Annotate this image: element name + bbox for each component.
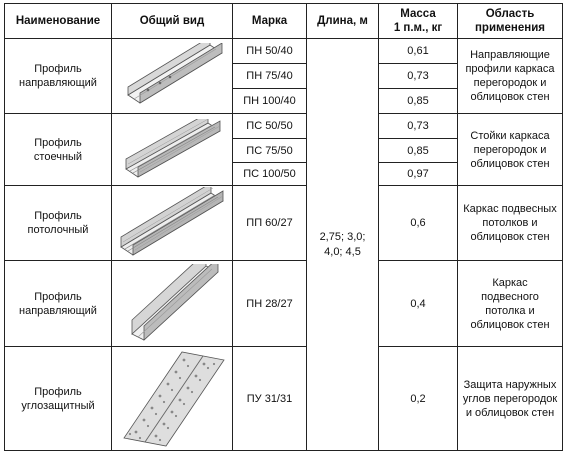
profile-name-cell [5,186,112,261]
mass-cell: 0,61 [379,39,458,64]
application-cell: Каркас подвесных потолков и облицовок стен [458,186,563,261]
pn-guide-profile-image [112,39,233,114]
table-row [5,186,563,261]
profile-name-line2: углозащитный [21,399,95,412]
mark-cell: ПС 50/50 [233,114,307,139]
pu-corner-profile-image [112,347,233,451]
profile-name-line1: Профиль [34,290,82,303]
profile-name-line1: Профиль [34,210,82,222]
mass-cell: 0,85 [379,139,458,163]
mark-cell: ПН 100/40 [233,89,307,114]
col-header-mass [379,4,458,39]
profile-name-line2: направляющий [19,304,97,317]
mass-cell: 0,73 [379,114,458,139]
table-row [5,114,563,139]
profile-name-cell [5,261,112,347]
col-header-mark: Марка [233,4,307,39]
profile-name-line2: стоечный [33,150,83,163]
col-header-name: Наименование [5,4,112,39]
mark-cell: ПС 75/50 [233,139,307,163]
length-cell [307,39,379,451]
profile-name-line2: направляющий [19,77,97,89]
mark-cell: ПП 60/27 [233,186,307,261]
profile-name-cell [5,39,112,114]
mark-cell: ПН 50/40 [233,39,307,64]
mass-cell: 0,73 [379,64,458,89]
profile-name-line1: Профиль [34,385,82,398]
mass-cell: 0,97 [379,163,458,186]
mark-cell: ПС 100/50 [233,163,307,186]
mass-cell: 0,2 [379,347,458,451]
table-row [5,261,563,347]
pp-ceiling-profile-image [112,186,233,261]
mass-cell: 0,6 [379,186,458,261]
table-row [5,347,563,451]
mass-cell: 0,4 [379,261,458,347]
profile-name-line2: потолочный [27,224,89,236]
mark-cell: ПН 28/27 [233,261,307,347]
profile-name-cell [5,114,112,186]
application-cell: Стойки каркаса перегородок и облицовок стен [458,114,563,186]
ps-stud-profile-image [112,114,233,186]
table-header-row [5,4,563,39]
profile-name-line1: Профиль [34,136,82,149]
profile-spec-table [4,3,563,451]
profile-name-line1: Профиль [34,63,82,75]
application-header-line1: Область [485,8,535,20]
col-header-application [458,4,563,39]
pn-ceiling-guide-profile-image [112,261,233,347]
length-value: 2,75; 3,0; 4,0; 4,5 [319,230,366,258]
table-row [5,39,563,64]
mark-cell: ПН 75/40 [233,64,307,89]
application-cell: Направляющие профили каркаса перегородок и облицовок стен [458,39,563,114]
application-cell: Каркас подвесного потолка и облицовок стен [458,261,563,347]
mass-cell: 0,85 [379,89,458,114]
mass-header-line2: 1 п.м., кг [393,22,443,34]
profile-name-cell [5,347,112,451]
mass-header-line1: Масса [400,8,436,20]
col-header-length: Длина, м [307,4,379,39]
col-header-view: Общий вид [112,4,233,39]
mark-cell: ПУ 31/31 [233,347,307,451]
application-header-line2: применения [474,22,545,34]
application-cell: Защита наружных углов перегородок и облицовок стен [458,347,563,451]
